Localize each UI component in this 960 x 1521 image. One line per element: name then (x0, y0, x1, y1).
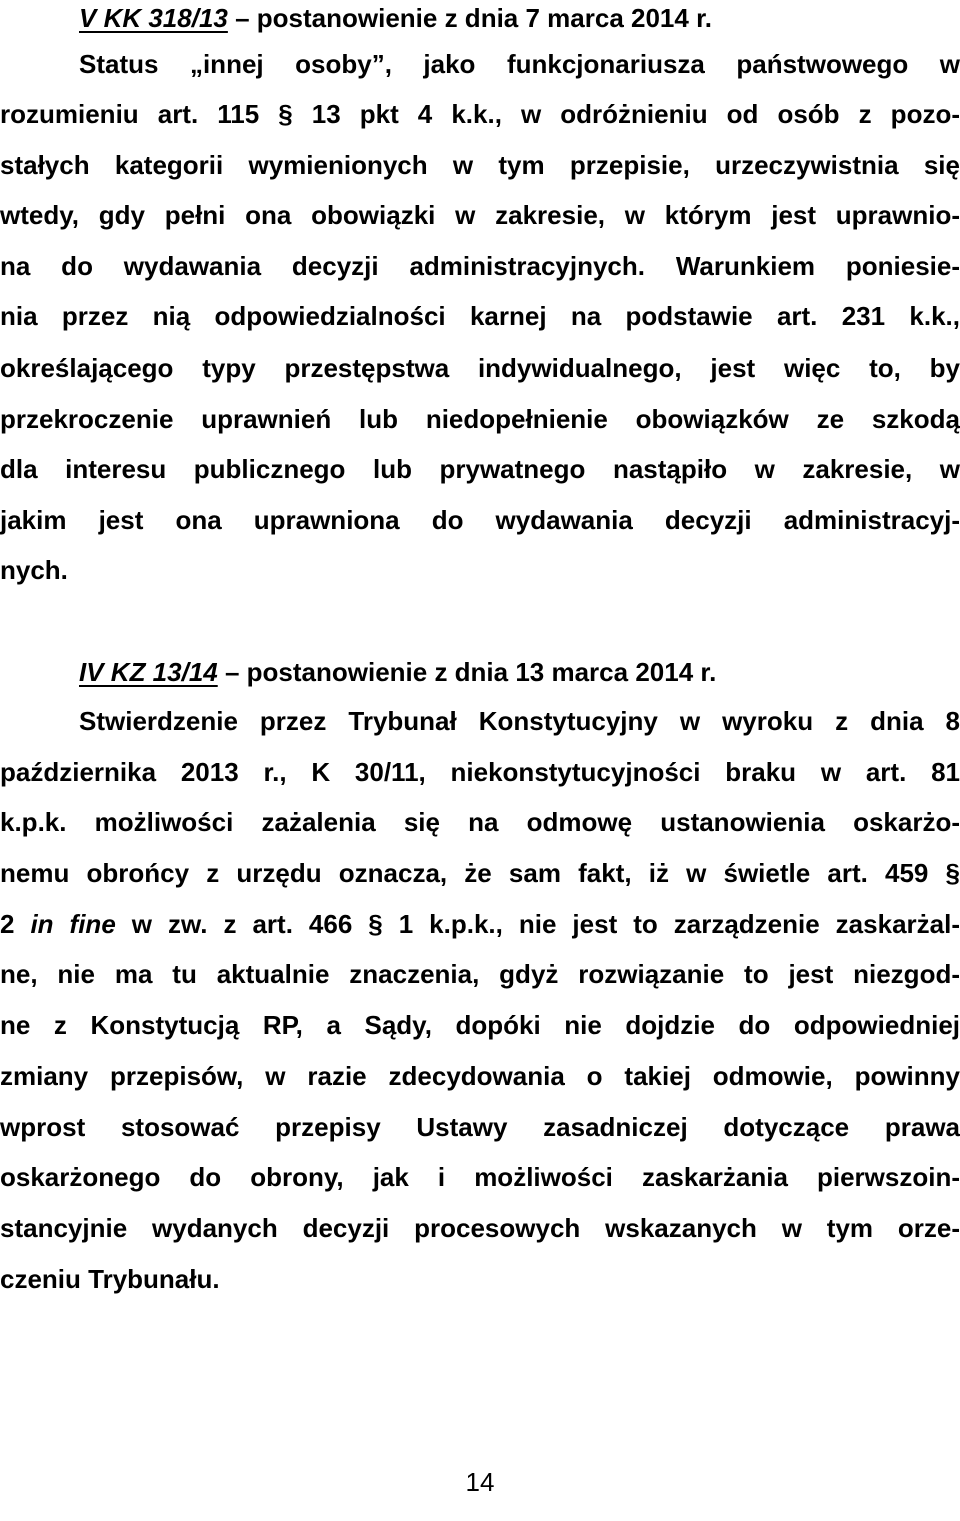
entry1-line: nia przez nią odpowiedzialności karnej na podstawie art. 231 k.k., (0, 301, 960, 331)
entry1-line: dla interesu publicznego lub prywatnego nastąpiło w zakresie, w (0, 454, 960, 484)
entry2-line: oskarżonego do obrony, jak i możliwości zaskarżania pierwszoin- (0, 1162, 960, 1192)
entry1-line: określającego typy przestępstwa indywidualnego, jest więc to, by (0, 353, 960, 383)
entry1-line: przekroczenie uprawnień lub niedopełnienie obowiązków ze szkodą (0, 404, 960, 434)
entry2-line: ne, nie ma tu aktualnie znaczenia, gdyż rozwiązanie to jest niezgod- (0, 959, 960, 989)
entry2-line: czeniu Trybunału. (0, 1264, 220, 1294)
entry2-line: października 2013 r., K 30/11, niekonstytucyjności braku w art. 81 (0, 757, 960, 787)
entry1-line: na do wydawania decyzji administracyjnych. Warunkiem poniesie- (0, 251, 960, 281)
entry2-signature: IV KZ 13/14 (79, 657, 218, 687)
entry1-line: Status „innej osoby”, jako funkcjonariusza państwowego w (79, 49, 960, 79)
entry1-line: jakim jest ona uprawniona do wydawania decyzji administracyj- (0, 505, 960, 535)
entry2-line: wprost stosować przepisy Ustawy zasadniczej dotyczące prawa (0, 1112, 960, 1142)
entry1-line: stałych kategorii wymienionych w tym przepisie, urzeczywistnia się (0, 150, 960, 180)
entry2-line: nemu obrońcy z urzędu oznacza, że sam fakt, iż w świetle art. 459 § (0, 858, 960, 888)
entry1-title: – postanowienie z dnia 7 marca 2014 r. (227, 3, 712, 33)
entry1-line: nych. (0, 555, 68, 585)
entry1-heading (0, 2, 960, 52)
entry2-line: k.p.k. możliwości zażalenia się na odmowę ustanowienia oskarżo- (0, 807, 960, 837)
entry1-line: wtedy, gdy pełni ona obowiązki w zakresie, w którym jest uprawnio- (0, 200, 960, 230)
entry2-line: zmiany przepisów, w razie zdecydowania o takiej odmowie, powinny (0, 1061, 960, 1091)
entry2-line: Stwierdzenie przez Trybunał Konstytucyjny w wyroku z dnia 8 (79, 706, 960, 736)
entry1-signature: V KK 318/13 (79, 3, 228, 33)
entry2-line: stancyjnie wydanych decyzji procesowych wskazanych w tym orze- (0, 1213, 960, 1243)
entry2-line: ne z Konstytucją RP, a Sądy, dopóki nie dojdzie do odpowiedniej (0, 1010, 960, 1040)
entry2-title: – postanowienie z dnia 13 marca 2014 r. (217, 657, 717, 687)
entry2-line: 2 in fine w zw. z art. 466 § 1 k.p.k., nie jest to zarządzenie zaskarżal- (0, 909, 960, 939)
page-number: 14 (465, 1467, 495, 1497)
entry2-heading (0, 656, 960, 706)
latin-phrase: in fine (30, 909, 116, 939)
entry1-line: rozumieniu art. 115 § 13 pkt 4 k.k., w odróżnieniu od osób z pozo- (0, 99, 960, 129)
